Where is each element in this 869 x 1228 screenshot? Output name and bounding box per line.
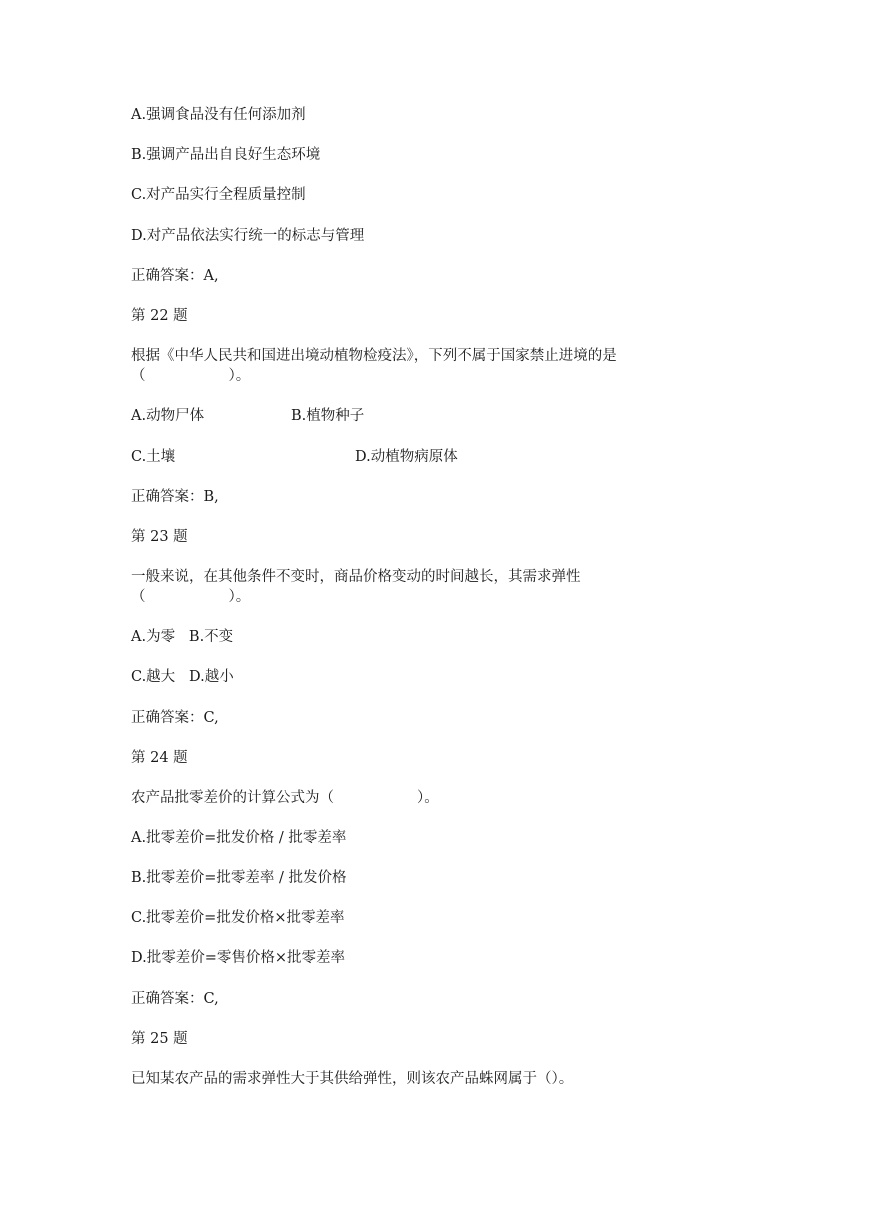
q22-option-a: A.动物尸体	[131, 408, 205, 424]
q24-stem: 农产品批零差价的计算公式为（ ）。	[131, 790, 439, 806]
q25-stem: 已知某农产品的需求弹性大于其供给弹性，则该农产品蛛网属于（）。	[131, 1071, 574, 1087]
q22-stem-line2: （ ）。	[131, 368, 251, 384]
q22-option-b: B.植物种子	[291, 408, 365, 424]
q22-number: 第 22 题	[131, 308, 188, 324]
q22-option-c: C.土壤	[131, 449, 176, 465]
q24-option-b: B.批零差价=批零差率 / 批发价格	[131, 870, 347, 886]
q24-option-a: A.批零差价=批发价格 / 批零差率	[131, 830, 347, 846]
q21-option-d: D.对产品依法实行统一的标志与管理	[131, 228, 365, 244]
q22-stem-line1: 根据《中华人民共和国进出境动植物检疫法》，下列不属于国家禁止进境的是	[131, 348, 617, 364]
q22-option-d: D.动植物病原体	[355, 449, 458, 465]
q22-answer: 正确答案：B,	[131, 489, 219, 505]
q23-stem-line2: （ ）。	[131, 589, 251, 605]
q21-option-b: B.强调产品出自良好生态环境	[131, 147, 321, 163]
q24-option-d: D.批零差价=零售价格×批零差率	[131, 950, 346, 966]
q24-option-c: C.批零差价=批发价格×批零差率	[131, 910, 345, 926]
q23-answer: 正确答案：C,	[131, 710, 219, 726]
q23-options-line1: A.为零 B.不变	[131, 629, 234, 645]
q21-answer: 正确答案：A,	[131, 268, 219, 284]
q23-stem-line1: 一般来说，在其他条件不变时，商品价格变动的时间越长，其需求弹性	[131, 569, 581, 585]
q24-answer: 正确答案：C,	[131, 991, 219, 1007]
q24-number: 第 24 题	[131, 750, 188, 766]
q21-option-c: C.对产品实行全程质量控制	[131, 187, 306, 203]
q25-number: 第 25 题	[131, 1031, 188, 1047]
q23-options-line2: C.越大 D.越小	[131, 669, 234, 685]
q23-number: 第 23 题	[131, 529, 188, 545]
q21-option-a: A.强调食品没有任何添加剂	[131, 107, 306, 123]
